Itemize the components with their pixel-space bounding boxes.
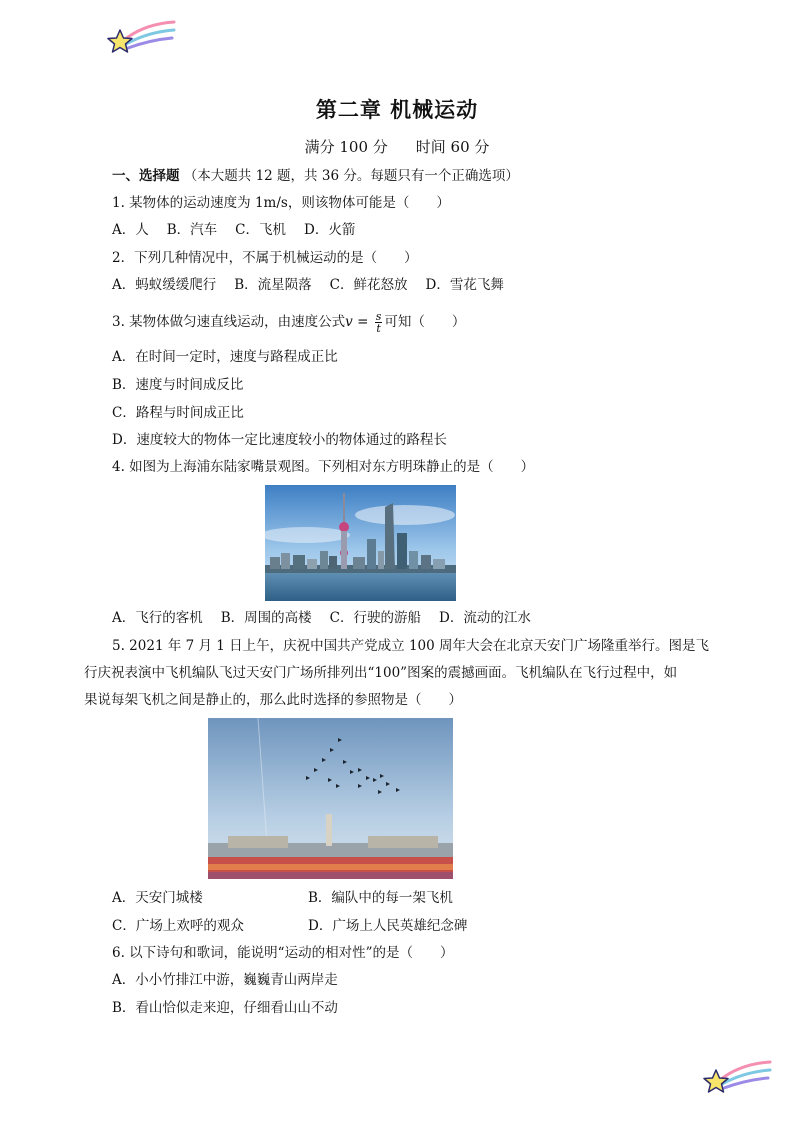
flyover-formation-photo (208, 718, 453, 879)
option-c: C．飞机 (235, 222, 287, 238)
option-d: D．火箭 (304, 222, 356, 238)
option-b: B．周围的高楼 (220, 610, 312, 626)
formula-v: v (345, 314, 353, 330)
speed-formula: $\frac{s}{t}$ (375, 310, 382, 335)
shanghai-skyline-photo (265, 485, 456, 601)
question-3-option-d: D．速度较大的物体一定比速度较小的物体通过的路程长 (112, 432, 447, 448)
section-heading (112, 167, 519, 185)
exam-meta (0, 136, 794, 157)
question-3-option-b: B．速度与时间成反比 (112, 377, 244, 393)
shooting-star-icon (700, 1058, 772, 1098)
option-d: D．流动的江水 (439, 610, 531, 626)
question-2-stem: 2．下列几种情况中，不属于机械运动的是（ ） (112, 250, 418, 266)
question-5-option-d: D．广场上人民英雄纪念碑 (308, 918, 468, 934)
option-b: B．汽车 (166, 222, 218, 238)
question-6-option-b: B．看山恰似走来迎，仔细看山山不动 (112, 1000, 338, 1016)
question-3-option-c: C．路程与时间成正比 (112, 405, 244, 421)
question-5-line-3: 果说每架飞机之间是静止的，那么此时选择的参照物是（ ） (84, 692, 462, 708)
question-5-line-2: 行庆祝表演中飞机编队飞过天安门广场所排列出“100”图案的震撼画面。飞机编队在飞行过程中，如 (84, 665, 678, 681)
question-2-options (112, 276, 504, 294)
question-4-options (112, 609, 531, 627)
question-3-stem: 3. 某物体做匀速直线运动，由速度公式v = $\frac{s}{t}$ 可知（ ） (112, 310, 466, 335)
question-3-option-a: A．在时间一定时，速度与路程成正比 (112, 349, 338, 365)
page-title: 第二章 机械运动 (315, 98, 479, 122)
option-a: A．人 (112, 222, 149, 238)
section-label: 一、选择题 (112, 168, 180, 184)
question-4-stem: 4. 如图为上海浦东陆家嘴景观图。下列相对东方明珠静止的是（ ） (112, 459, 535, 475)
question-6-stem: 6. 以下诗句和歌词，能说明“运动的相对性”的是（ ） (112, 945, 454, 961)
question-5-line-1: 5. 2021 年 7 月 1 日上午，庆祝中国共产党成立 100 周年大会在北京天安门广场隆重举行。图是飞 (112, 638, 710, 654)
option-b: B．流星陨落 (234, 277, 312, 293)
option-d: D．雪花飞舞 (425, 277, 504, 293)
shooting-star-icon (104, 18, 176, 58)
question-1-stem: 1. 某物体的运动速度为 1m/s，则该物体可能是（ ） (112, 195, 450, 211)
section-description: （本大题共 12 题，共 36 分。每题只有一个正确选项） (183, 168, 519, 184)
option-c: C．行驶的游船 (329, 610, 422, 626)
question-6-option-a: A．小小竹排江中游，巍巍青山两岸走 (112, 972, 338, 988)
full-score: 满分 100 分 (304, 138, 388, 156)
question-5-option-a: A．天安门城楼 (112, 890, 203, 906)
question-5-option-b: B．编队中的每一架飞机 (308, 890, 453, 906)
time-limit: 时间 60 分 (415, 138, 490, 156)
question-5-option-c: C．广场上欢呼的观众 (112, 918, 244, 934)
option-a: A．蚂蚁缓缓爬行 (112, 277, 217, 293)
option-c: C．鲜花怒放 (329, 277, 408, 293)
option-a: A．飞行的客机 (112, 610, 203, 626)
question-1-options (112, 221, 355, 239)
